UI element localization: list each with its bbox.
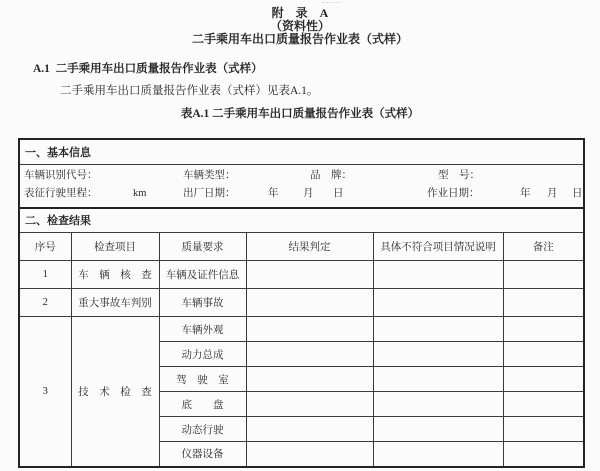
appendix-title: 二手乘用车出口质量报告作业表（式样） bbox=[191, 32, 408, 46]
row-requirement: 动力总成 bbox=[159, 342, 246, 367]
nonconformity-cell bbox=[373, 417, 503, 442]
report-form-table bbox=[18, 138, 585, 468]
result-cell bbox=[246, 367, 373, 392]
remarks-cell bbox=[503, 289, 584, 317]
vin-label: 车辆识别代号： bbox=[24, 169, 98, 181]
basic-info-row bbox=[19, 164, 584, 208]
section-heading-a1: A.1 二手乘用车出口质量报告作业表（式样） bbox=[33, 63, 263, 75]
work-year-label: 年 bbox=[520, 187, 531, 199]
nonconformity-cell bbox=[373, 261, 503, 289]
remarks-cell bbox=[503, 442, 584, 467]
result-cell bbox=[246, 317, 373, 342]
column-header-row bbox=[19, 233, 584, 261]
row-no: 3 bbox=[19, 317, 71, 467]
brand-label: 品 牌： bbox=[310, 169, 352, 181]
row-requirement: 动态行驶 bbox=[159, 417, 246, 442]
scan-artifact bbox=[322, 2, 340, 6]
remarks-cell bbox=[503, 417, 584, 442]
row-requirement: 底 盘 bbox=[159, 392, 246, 417]
mileage-label: 表征行驶里程： bbox=[24, 187, 98, 199]
result-cell bbox=[246, 442, 373, 467]
work-day-label: 日 bbox=[572, 187, 583, 199]
nonconformity-cell bbox=[373, 442, 503, 467]
remarks-cell bbox=[503, 392, 584, 417]
model-label: 型 号： bbox=[438, 169, 480, 181]
body-paragraph: 二手乘用车出口质量报告作业表（式样）见表A.1。 bbox=[60, 85, 319, 97]
row-no: 2 bbox=[19, 289, 71, 317]
row-item: 车 辆 核 查 bbox=[71, 261, 159, 289]
row-requirement: 车辆及证件信息 bbox=[159, 261, 246, 289]
row-requirement: 驾 驶 室 bbox=[159, 367, 246, 392]
factory-month-label: 月 bbox=[303, 187, 314, 199]
col-header-result: 结果判定 bbox=[246, 233, 373, 261]
appendix-type: （资料性） bbox=[269, 19, 330, 33]
nonconformity-cell bbox=[373, 317, 503, 342]
factory-year-label: 年 bbox=[268, 187, 279, 199]
table-row-1 bbox=[19, 261, 584, 289]
section-title-basic-info: 一、基本信息 bbox=[19, 139, 584, 164]
nonconformity-cell bbox=[373, 367, 503, 392]
remarks-cell bbox=[503, 367, 584, 392]
remarks-cell bbox=[503, 317, 584, 342]
section-row-inspection bbox=[19, 208, 584, 233]
col-header-nonconformity: 具体不符合项目情况说明 bbox=[373, 233, 503, 261]
row-requirement: 车辆事故 bbox=[159, 289, 246, 317]
remarks-cell bbox=[503, 261, 584, 289]
factory-date-label: 出厂日期： bbox=[183, 187, 236, 199]
mileage-unit: km bbox=[133, 187, 147, 199]
row-requirement: 车辆外观 bbox=[159, 317, 246, 342]
section-title-inspection: 二、检查结果 bbox=[19, 208, 584, 233]
result-cell bbox=[246, 261, 373, 289]
vehicle-type-label: 车辆类型： bbox=[183, 169, 236, 181]
result-cell bbox=[246, 392, 373, 417]
row-item: 重大事故车判别 bbox=[71, 289, 159, 317]
nonconformity-cell bbox=[373, 392, 503, 417]
result-cell bbox=[246, 417, 373, 442]
nonconformity-cell bbox=[373, 342, 503, 367]
table-row-3a bbox=[19, 317, 584, 342]
appendix-label: 附 录 A bbox=[271, 6, 329, 20]
section-row-basic-info bbox=[19, 139, 584, 164]
basic-info-fields bbox=[20, 165, 583, 207]
work-month-label: 月 bbox=[547, 187, 558, 199]
work-date-label: 作业日期： bbox=[427, 187, 480, 199]
table-caption: 表A.1 二手乘用车出口质量报告作业表（式样） bbox=[180, 108, 420, 120]
col-header-item: 检查项目 bbox=[71, 233, 159, 261]
table-row-2 bbox=[19, 289, 584, 317]
result-cell bbox=[246, 342, 373, 367]
factory-day-label: 日 bbox=[333, 187, 344, 199]
col-header-requirement: 质量要求 bbox=[159, 233, 246, 261]
row-no: 1 bbox=[19, 261, 71, 289]
col-header-no: 序号 bbox=[19, 233, 71, 261]
remarks-cell bbox=[503, 342, 584, 367]
result-cell bbox=[246, 289, 373, 317]
col-header-remarks: 备注 bbox=[503, 233, 584, 261]
nonconformity-cell bbox=[373, 289, 503, 317]
row-item: 技 术 检 查 bbox=[71, 317, 159, 467]
row-requirement: 仪器设备 bbox=[159, 442, 246, 467]
